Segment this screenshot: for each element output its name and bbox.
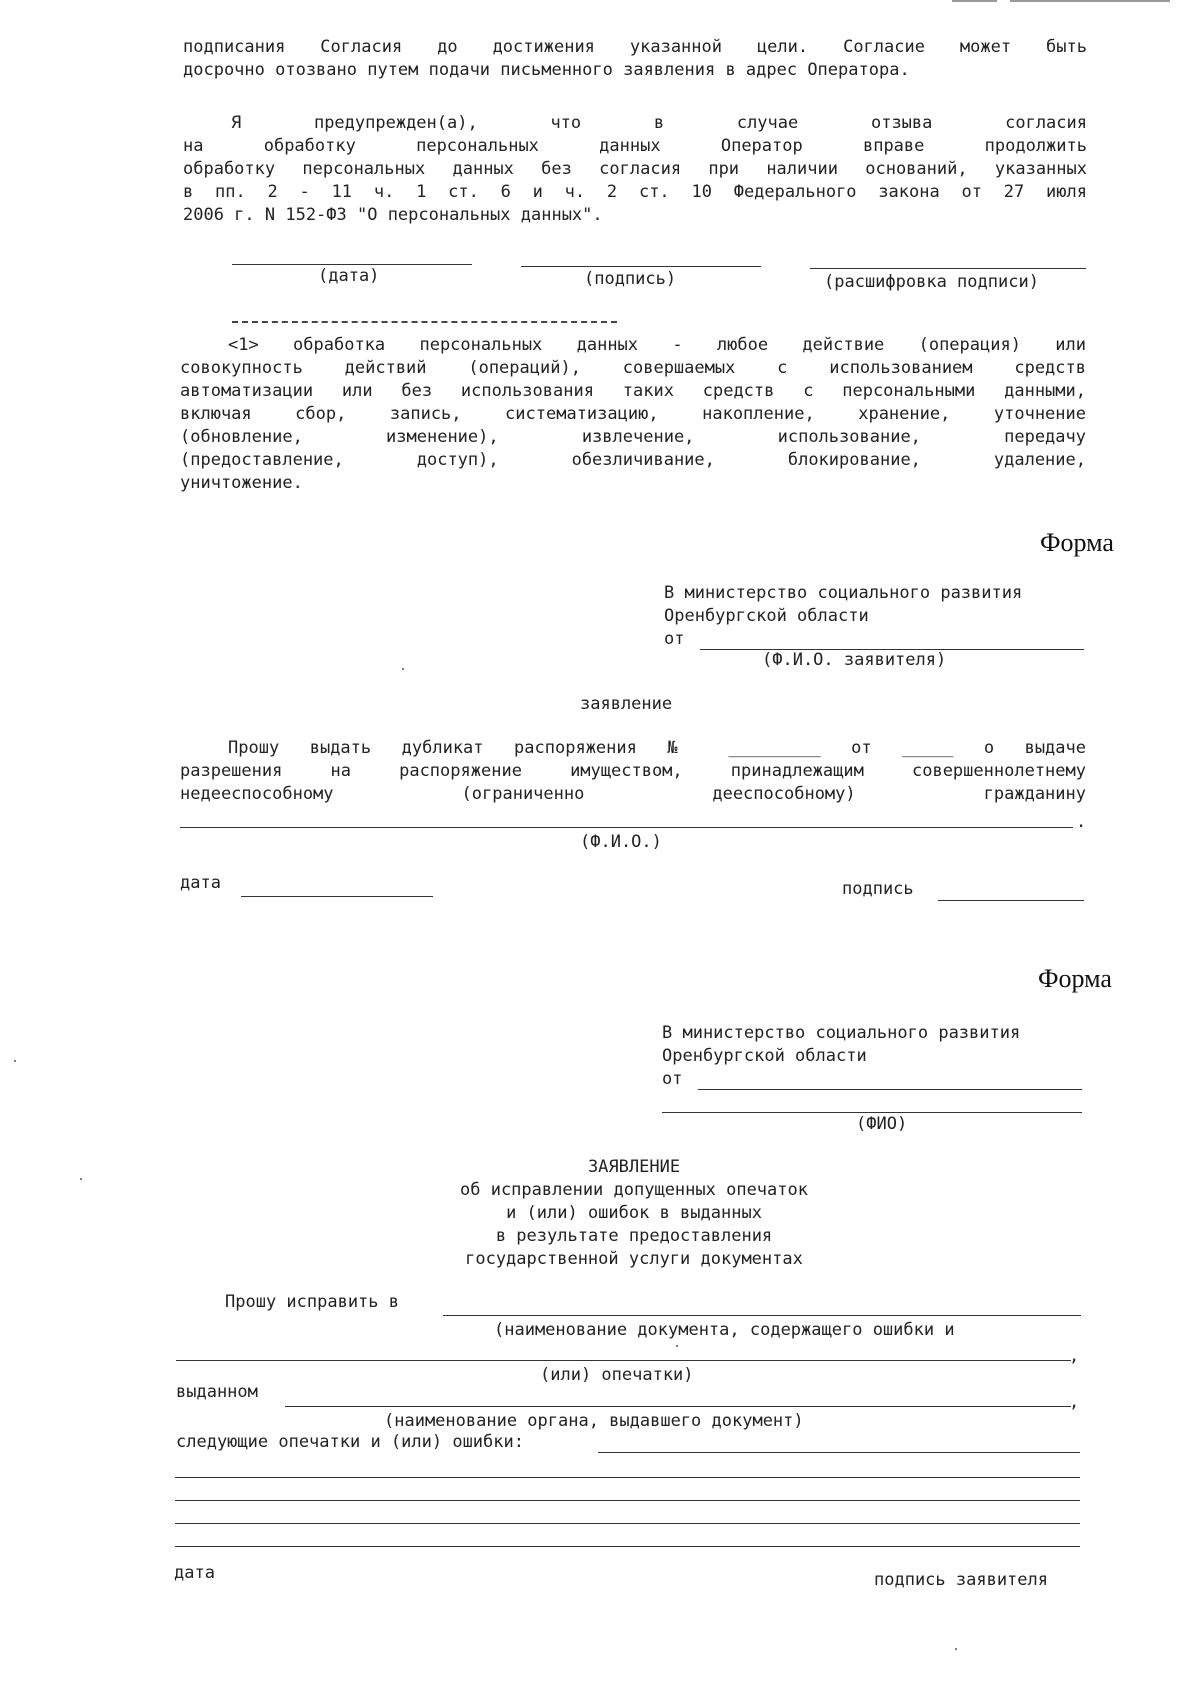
text-line: уничтожение. — [180, 473, 303, 493]
applicant-signature-label: подпись заявителя — [874, 1570, 1048, 1590]
scan-mark — [1010, 0, 1170, 2]
document-name-line — [443, 1315, 1081, 1316]
date-caption: (дата) — [318, 266, 380, 286]
comma: , — [1069, 1392, 1080, 1412]
errors-line — [175, 1477, 1080, 1478]
document-name-line-2 — [176, 1360, 1071, 1361]
signature-caption: (подпись) — [584, 269, 677, 289]
from-label: от — [664, 629, 685, 649]
document-name-caption: (наименование документа, содержащего ошибки и — [494, 1320, 955, 1340]
text-line: (обновление, изменение), извлечение, использование, передачу — [180, 427, 1086, 447]
issued-label: выданном — [176, 1382, 258, 1402]
title-line: государственной услуги документах — [465, 1249, 803, 1269]
request-body — [180, 737, 1086, 806]
warning-paragraph — [183, 112, 1087, 227]
comma: , — [1069, 1346, 1080, 1366]
decode-line — [810, 268, 1086, 269]
text-line: совокупность действий (операций), совершаемых с использованием средств — [180, 358, 1086, 378]
applicant-name-line-2 — [662, 1112, 1082, 1113]
signature-line — [938, 900, 1084, 901]
scan-mark — [952, 0, 997, 2]
text-line: Я предупрежден(а), что в случае отзыва согласия — [231, 113, 1087, 133]
applicant-name-line — [698, 1089, 1082, 1090]
text-line: <1> обработка персональных данных - любое действие (операция) или — [228, 335, 1086, 355]
text-line: обработку персональных данных без согласия при наличии оснований, указанных — [183, 159, 1087, 179]
signature-label: подпись — [842, 879, 914, 899]
date-line — [241, 896, 433, 897]
applicant-name-caption: (Ф.И.О. заявителя) — [762, 650, 947, 670]
citizen-name-line — [180, 827, 1073, 828]
errors-line — [175, 1523, 1080, 1524]
from-label: от — [662, 1069, 683, 1089]
text-line: недееспособному (ограниченно дееспособному) гражданину — [180, 784, 1086, 804]
errors-line — [598, 1452, 1080, 1453]
text-line: на обработку персональных данных Оператор вправе продолжить — [183, 136, 1087, 156]
period: . — [1076, 812, 1087, 832]
addressee-block — [664, 582, 1104, 651]
footnote-separator — [232, 321, 617, 323]
scan-speck — [676, 1345, 678, 1347]
citizen-name-caption: (Ф.И.О.) — [580, 832, 662, 852]
signature-line — [521, 266, 761, 267]
correction-request-label: Прошу исправить в — [225, 1292, 399, 1312]
form-title — [384, 1156, 884, 1271]
text-line: разрешения на распоряжение имуществом, принадлежащим совершеннолетнему — [180, 761, 1086, 781]
text-line: (предоставление, доступ), обезличивание, блокирование, удаление, — [180, 450, 1086, 470]
errors-label: следующие опечатки и (или) ошибки: — [176, 1432, 524, 1452]
title-line: в результате предоставления — [495, 1226, 773, 1246]
addressee-block — [662, 1022, 1102, 1091]
document-name-caption-2: (или) опечатки) — [540, 1365, 694, 1385]
applicant-name-caption: (ФИО) — [856, 1114, 908, 1134]
text-line: автоматизации или без использования таких средств с персональными данными, — [180, 381, 1086, 401]
errors-line — [175, 1546, 1080, 1547]
text-line: 2006 г. N 152-ФЗ "О персональных данных". — [183, 205, 603, 225]
consent-paragraph — [183, 36, 1087, 82]
scan-speck — [80, 1178, 82, 1180]
addressee-line: В министерство социального развития — [664, 583, 1023, 603]
scan-speck — [955, 1648, 957, 1650]
form-heading: Форма — [1038, 964, 1112, 993]
title-line: и (или) ошибок в выданных — [506, 1203, 762, 1223]
scan-speck — [14, 1060, 16, 1062]
title-line: об исправлении допущенных опечаток — [460, 1180, 808, 1200]
text-line: в пп. 2 - 11 ч. 1 ст. 6 и ч. 2 ст. 10 Федерального закона от 27 июля — [183, 182, 1087, 202]
form-heading: Форма — [1040, 528, 1114, 557]
addressee-line: Оренбургской области — [662, 1046, 867, 1066]
form-title: заявление — [580, 694, 673, 714]
title-line: ЗАЯВЛЕНИЕ — [587, 1157, 681, 1177]
decode-caption: (расшифровка подписи) — [824, 272, 1039, 292]
date-label: дата — [174, 1563, 215, 1583]
text-line: подписания Согласия до достижения указанной цели. Согласие может быть — [183, 37, 1087, 57]
footnote — [180, 334, 1086, 495]
date-label: дата — [180, 873, 221, 893]
addressee-line: Оренбургской области — [664, 606, 869, 626]
text-line: включая сбор, запись, систематизацию, накопление, хранение, уточнение — [180, 404, 1086, 424]
text-line: досрочно отозвано путем подачи письменного заявления в адрес Оператора. — [183, 60, 910, 80]
date-line — [232, 264, 472, 265]
errors-line — [175, 1500, 1080, 1501]
scan-speck — [402, 668, 404, 670]
text-line: Прошу выдать дубликат распоряжения № _________ от _____ о выдаче — [228, 738, 1086, 758]
issuing-org-caption: (наименование органа, выдавшего документ) — [384, 1411, 804, 1431]
addressee-line: В министерство социального развития — [662, 1023, 1021, 1043]
issuing-org-line — [285, 1406, 1071, 1407]
